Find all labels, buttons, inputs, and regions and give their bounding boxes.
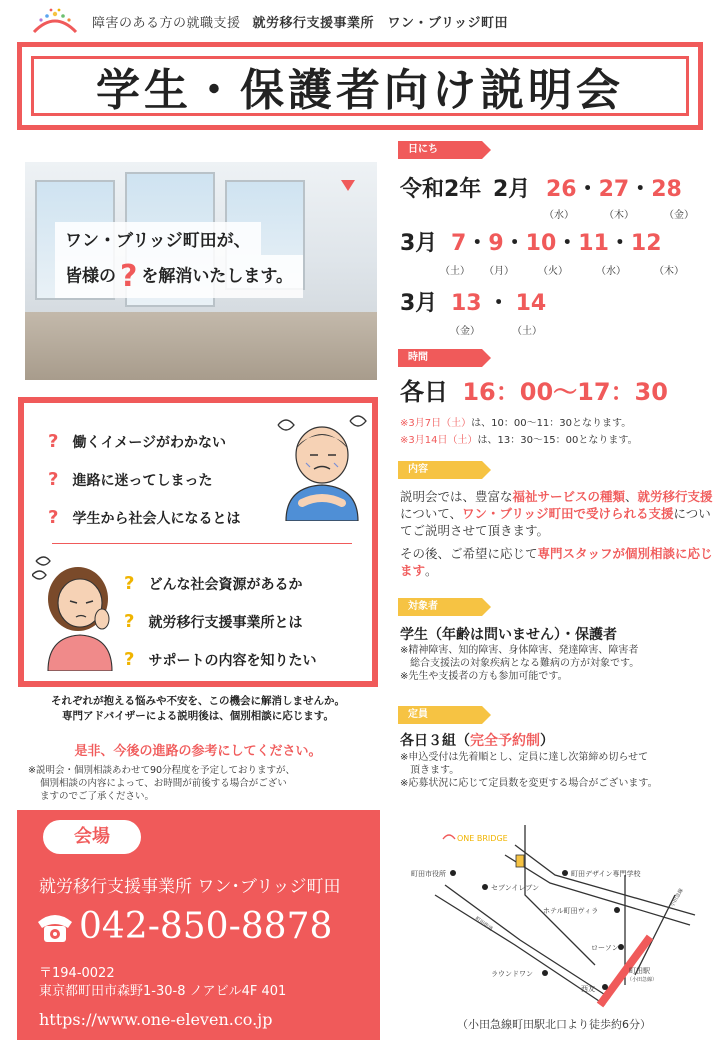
photo-caption xyxy=(55,222,377,298)
weekday: （月） xyxy=(484,266,514,277)
map-label: 町田市役所 xyxy=(411,870,446,878)
time-range: 16：00～17：30 xyxy=(462,378,668,406)
venue-panel xyxy=(17,810,380,1040)
header-text xyxy=(92,12,508,31)
capacity-note: ※申込受付は先着順とし、定員に達し次第締め切らせて xyxy=(400,752,649,763)
time-tag: 時間 xyxy=(398,349,482,367)
worry-box xyxy=(18,397,378,687)
target-tag: 対象者 xyxy=(398,598,482,616)
date-month: 3月 xyxy=(400,231,438,256)
worry-small-line1: ※説明会・個別相談あわせて90分程度を予定しておりますが、 xyxy=(28,765,296,776)
time-main xyxy=(400,372,668,407)
content-tag: 内容 xyxy=(398,461,482,479)
content-highlight: 専門スタッフが個別相談に応じます xyxy=(400,546,713,578)
content-paragraph-2 xyxy=(400,545,718,579)
content-span: 、 xyxy=(625,489,638,504)
question-mark-icon: ? xyxy=(48,507,59,528)
worry-divider xyxy=(52,543,352,544)
capacity-tag: 定員 xyxy=(398,706,482,724)
note-date: 3月14日（土） xyxy=(408,435,478,446)
capacity-note: ※応募状況に応じて定員数を変更する場合がございます。 xyxy=(400,778,658,789)
page-title: 学生・保護者向け説明会 xyxy=(96,65,624,116)
target-note: 総合支援法の対象疾病となる難病の方が対象です。 xyxy=(400,658,640,669)
weekday: （水） xyxy=(544,210,574,221)
worry-item xyxy=(124,649,316,670)
worry-text: 働くイメージがわかない xyxy=(72,435,227,451)
worry-text: 就労移行支援事業所とは xyxy=(148,615,303,631)
worry-text: 学生から社会人になるとは xyxy=(72,511,241,527)
content-highlight: 福祉サービスの種類 xyxy=(512,489,626,504)
weekday: （金） xyxy=(664,210,694,221)
photo-caption-line2 xyxy=(55,255,303,298)
date-day: 27 xyxy=(598,177,630,202)
worry-text: どんな社会資源があるか xyxy=(148,577,303,593)
map-label: 町田デザイン専門学校 xyxy=(571,870,641,878)
worry-item xyxy=(48,469,212,490)
question-mark-icon: ? xyxy=(120,259,138,294)
map-label: ローソン xyxy=(591,944,619,952)
note-date: 3月7日（土） xyxy=(408,418,472,429)
map-caption: （小田急線町田駅北口より徒歩約6分） xyxy=(457,1018,651,1031)
weekday: （水） xyxy=(596,266,626,277)
date-row-mar2 xyxy=(400,286,546,317)
target-note: ※先生や支援者の方も参加可能です。 xyxy=(400,671,568,682)
map-label: ラウンドワン xyxy=(491,970,533,978)
header-tagline: 障害のある方の就職支援 xyxy=(92,16,241,31)
map-label: 西友 xyxy=(581,985,595,993)
triangle-marker-icon xyxy=(341,180,355,192)
capacity-span: ） xyxy=(540,733,554,749)
worry-item xyxy=(124,611,302,632)
worry-text: 進路に迷ってしまった xyxy=(72,473,213,489)
capacity-note: 頂きます。 xyxy=(400,765,460,776)
content-text xyxy=(400,488,718,579)
note-text: は、10：00～11：30となります。 xyxy=(471,418,632,429)
date-sep: ・ xyxy=(629,177,652,202)
date-day: 13 xyxy=(450,291,482,316)
worry-small-line2: 個別相談の内容によって、お時間が前後する場合がござい xyxy=(40,778,287,789)
photo-caption-pre: 皆様の xyxy=(65,266,116,287)
question-mark-icon: ? xyxy=(124,649,135,670)
time-note-2 xyxy=(400,431,638,446)
venue-zip: 〒194-0022 xyxy=(39,966,115,981)
date-sep: ・ xyxy=(556,231,579,256)
date-sep: ・ xyxy=(608,231,631,256)
date-day: 9 xyxy=(488,231,504,256)
map-logo-text: ONE BRIDGE xyxy=(457,834,508,843)
worry-note-line2: 専門アドバイザーによる説明後は、個別相談に応じます。 xyxy=(62,710,334,722)
header xyxy=(0,0,720,40)
weekday: （金） xyxy=(450,326,480,337)
date-day: 26 xyxy=(545,177,577,202)
date-row-mar1 xyxy=(400,226,662,257)
target-note: ※精神障害、知的障害、身体障害、発達障害、障害者 xyxy=(400,645,639,656)
worry-text: サポートの内容を知りたい xyxy=(148,653,317,669)
content-span: について、 xyxy=(400,506,463,521)
venue-phone-row xyxy=(35,906,332,947)
access-map xyxy=(395,815,713,1015)
date-sep: ・ xyxy=(487,291,510,316)
content-span: 。 xyxy=(425,563,438,578)
capacity-span: 各日３組（ xyxy=(400,733,470,749)
question-mark-icon: ? xyxy=(48,469,59,490)
title-inner-frame xyxy=(31,56,689,116)
date-sep: ・ xyxy=(576,177,599,202)
worry-cta: 是非、今後の進路の参考にしてください。 xyxy=(74,744,322,759)
capacity-notes xyxy=(400,751,716,790)
question-mark-icon: ? xyxy=(124,573,135,594)
phone-icon xyxy=(35,910,75,944)
time-note-1 xyxy=(400,414,631,429)
date-day: 10 xyxy=(525,231,557,256)
content-span: 説明会では、豊富な xyxy=(400,489,513,504)
weekday: （土） xyxy=(440,266,470,277)
header-brand: 就労移行支援事業所 ワン・ブリッジ町田 xyxy=(252,16,508,31)
date-tag: 日にち xyxy=(398,141,482,159)
worry-note-line1: それぞれが抱える悩みや不安を、この機会に解消しませんか。 xyxy=(51,695,345,707)
company-logo-icon xyxy=(30,6,80,36)
map-label: （小田急線） xyxy=(627,977,658,983)
worry-small-note xyxy=(28,764,378,803)
date-sep: ・ xyxy=(503,231,526,256)
venue-phone[interactable]: 042-850-8878 xyxy=(79,906,333,947)
content-paragraph-1 xyxy=(400,488,718,539)
date-row-feb xyxy=(400,172,682,203)
date-day: 28 xyxy=(651,177,682,202)
content-span: についてご説明させて頂きます。 xyxy=(400,506,711,538)
capacity-main xyxy=(400,730,554,750)
photo-caption-line1: ワン・ブリッジ町田が、 xyxy=(55,222,261,255)
worried-woman-icon xyxy=(32,553,124,671)
worry-note xyxy=(18,694,378,724)
target-main: 学生（年齢は問いません）・保護者 xyxy=(400,627,617,643)
weekday: （土） xyxy=(512,326,542,337)
map-label: セブンイレブン xyxy=(491,884,540,892)
venue-address: 東京都町田市森野1-30-8 ノアビル4F 401 xyxy=(39,984,287,999)
weekday: （木） xyxy=(604,210,634,221)
note-mark: ※ xyxy=(400,435,409,446)
date-sep: ・ xyxy=(466,231,489,256)
map-label: ホテル町田ヴィラ xyxy=(543,907,599,915)
map-logo xyxy=(443,834,508,843)
map-building-icon xyxy=(516,855,524,867)
note-text: は、13：30～15：00となります。 xyxy=(477,435,638,446)
worry-item xyxy=(124,573,302,594)
target-notes xyxy=(400,644,716,683)
date-day: 11 xyxy=(578,231,609,256)
worry-small-line3: ますのでご了承ください。 xyxy=(40,791,155,802)
worried-man-icon xyxy=(272,411,372,521)
time-prefix: 各日 xyxy=(400,378,448,406)
capacity-highlight: 完全予約制 xyxy=(470,733,540,749)
date-day: 14 xyxy=(515,291,547,316)
venue-url-link[interactable]: https://www.one-eleven.co.jp xyxy=(39,1010,273,1029)
venue-label: 会場 xyxy=(43,820,141,854)
question-mark-icon: ? xyxy=(48,431,59,452)
photo-desks xyxy=(25,312,377,380)
weekday: （火） xyxy=(538,266,568,277)
date-month: 3月 xyxy=(400,291,438,316)
date-month: 2月 xyxy=(492,177,531,202)
content-highlight: ワン・ブリッジ町田で受けられる支援 xyxy=(462,506,674,521)
content-highlight: 就労移行支援 xyxy=(637,489,713,504)
content-span: その後、ご希望に応じて xyxy=(400,546,538,561)
map-label: 町田街道 xyxy=(473,915,494,933)
date-era: 令和2年 xyxy=(400,177,482,202)
worry-item xyxy=(48,431,226,452)
title-frame xyxy=(17,42,703,130)
weekday: （木） xyxy=(654,266,684,277)
question-mark-icon: ? xyxy=(124,611,135,632)
photo-caption-post: を解消いたします。 xyxy=(141,266,294,287)
date-day: 7 xyxy=(450,231,467,256)
date-day: 12 xyxy=(630,231,662,256)
note-mark: ※ xyxy=(400,418,409,429)
map-label: 小田急線 xyxy=(669,887,685,908)
worry-item xyxy=(48,507,240,528)
venue-name: 就労移行支援事業所 ワン･ブリッジ町田 xyxy=(39,877,341,897)
office-photo xyxy=(25,162,377,380)
map-label: 町田駅 xyxy=(629,967,650,975)
